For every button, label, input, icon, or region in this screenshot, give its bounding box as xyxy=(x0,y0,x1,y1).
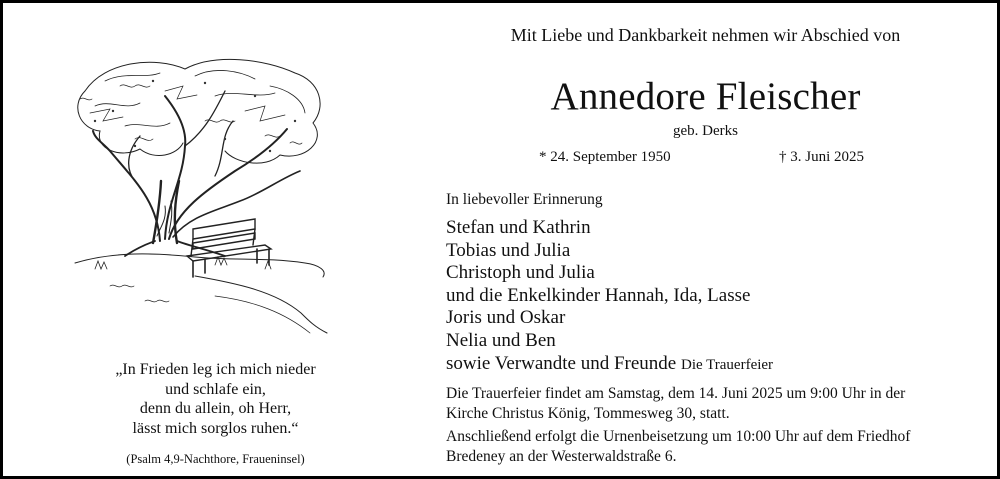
trailing-note: Die Trauerfeier xyxy=(681,356,774,373)
birth-date: * 24. September 1950 xyxy=(539,149,671,165)
quote-line: „In Frieden leg ich mich nieder xyxy=(115,361,316,378)
mourner-entry: sowie Verwandte und Freunde xyxy=(446,352,677,374)
mourner-entry: Nelia und Ben xyxy=(446,329,556,351)
mourner-entry-last xyxy=(446,353,773,377)
memory-intro: In liebevoller Erinnerung xyxy=(446,191,603,208)
bible-quote xyxy=(43,360,388,438)
quote-line: denn du allein, oh Herr, xyxy=(139,400,292,417)
farewell-intro: Mit Liebe und Dankbarkeit nehmen wir Abschied von xyxy=(510,25,901,45)
burial-line: Bredeney an der Westerwaldstraße 6. xyxy=(446,448,677,465)
quote-line: lässt mich sorglos ruhen.“ xyxy=(132,419,299,437)
mourner-entry: Tobias und Julia xyxy=(446,239,571,261)
deceased-name: Annedore Fleischer xyxy=(550,75,861,118)
maiden-name: geb. Derks xyxy=(673,123,738,139)
death-date: † 3. Juni 2025 xyxy=(779,149,865,165)
quote-source: (Psalm 4,9-Nachthore, Fraueninsel) xyxy=(126,452,305,466)
tree-and-bench-illustration-icon xyxy=(65,51,335,336)
service-line: Kirche Christus König, Tommesweg 30, statt. xyxy=(446,405,730,422)
mourner-entry: und die Enkelkinder Hannah, Ida, Lasse xyxy=(446,284,751,306)
quote-line: und schlafe ein, xyxy=(165,380,266,398)
mourner-entry: Joris und Oskar xyxy=(446,307,566,329)
mourners-list xyxy=(446,217,773,376)
mourner-entry: Christoph und Julia xyxy=(446,262,595,284)
service-line: Die Trauerfeier findet am Samstag, dem 14. Juni 2025 um 9:00 Uhr in der xyxy=(446,385,906,402)
burial-line: Anschließend erfolgt die Urnenbeisetzung um 10:00 Uhr auf dem Friedhof xyxy=(446,428,911,445)
mourner-entry: Stefan und Kathrin xyxy=(446,217,591,238)
burial-details xyxy=(446,427,910,467)
funeral-service-details xyxy=(446,384,905,424)
